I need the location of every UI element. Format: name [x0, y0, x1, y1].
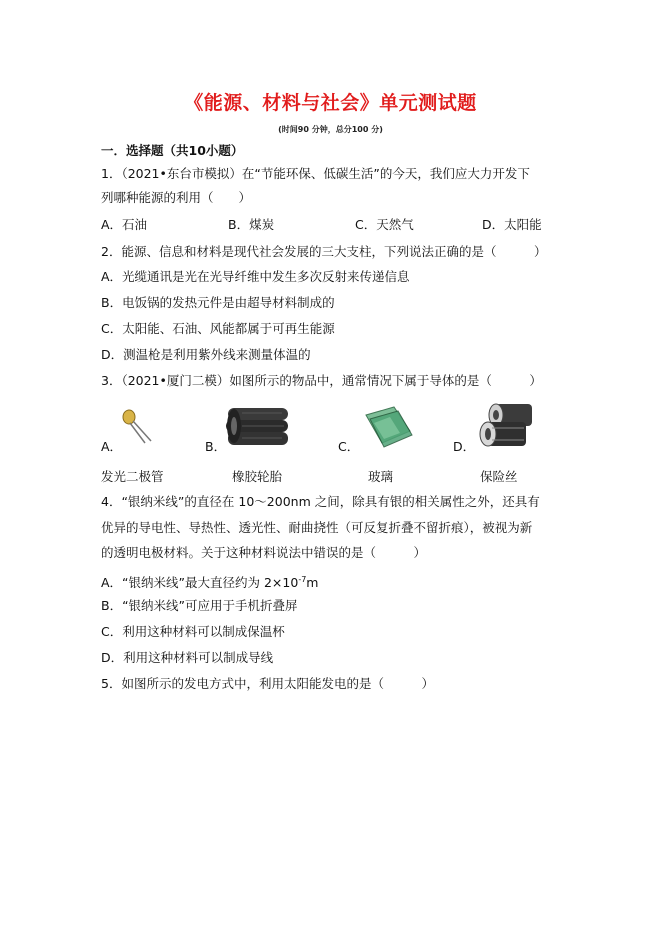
q3-caption-d: 保险丝 — [480, 469, 518, 484]
q3-letter-a: A． — [101, 439, 123, 454]
led-icon — [118, 405, 160, 445]
q4-stem-line2: 优异的导电性、导热性、透光性、耐曲挠性（可反复折叠不留折痕），被视为新 — [101, 520, 533, 535]
exam-info: (时间90 分钟，总分100 分) — [278, 125, 383, 134]
q3-letter-b: B． — [205, 439, 227, 454]
fuse-wire-icon — [474, 400, 536, 450]
q4-option-c: C．利用这种材料可以制成保温杯 — [101, 624, 285, 639]
q4-option-d: D．利用这种材料可以制成导线 — [101, 650, 274, 665]
q2-option-b: B．电饭锅的发热元件是由超导材料制成的 — [101, 295, 335, 310]
q2-option-d: D．测温枪是利用紫外线来测量体温的 — [101, 347, 311, 362]
q2-option-a: A．光缆通讯是光在光导纤维中发生多次反射来传递信息 — [101, 269, 410, 284]
section-heading: 一．选择题（共10小题） — [101, 143, 244, 158]
q1-option-a: A．石油 — [101, 217, 148, 232]
q4-option-a-text: A．“银纳米线”最大直径约为 2×10 — [101, 575, 299, 590]
q2-stem: 2．能源、信息和材料是现代社会发展的三大支柱，下列说法正确的是（ ） — [101, 244, 547, 259]
q1-option-c: C．天然气 — [355, 217, 414, 232]
q2-option-c: C．太阳能、石油、风能都属于可再生能源 — [101, 321, 335, 336]
q4-option-b: B．“银纳米线”可应用于手机折叠屏 — [101, 598, 298, 613]
q3-letter-d: D． — [453, 439, 476, 454]
q3-caption-b: 橡胶轮胎 — [232, 469, 283, 484]
q3-caption-c: 玻璃 — [368, 469, 394, 484]
q4-stem-line1: 4．“银纳米线”的直径在 10～200nm 之间，除具有银的相关属性之外，还具有 — [101, 494, 540, 509]
q4-stem-line3: 的透明电极材料。关于这种材料说法中错误的是（ ） — [101, 545, 427, 560]
tire-icon — [222, 404, 294, 450]
q1-option-b: B．煤炭 — [228, 217, 275, 232]
q3-stem: 3．（2021•厦门二模）如图所示的物品中，通常情况下属于导体的是（ ） — [101, 373, 542, 388]
q4-option-a-exponent: -7 — [298, 575, 307, 584]
q1-option-d: D．太阳能 — [482, 217, 542, 232]
q4-option-a — [101, 572, 318, 591]
page-title: 《能源、材料与社会》单元测试题 — [184, 92, 477, 114]
q3-caption-a: 发光二极管 — [101, 469, 164, 484]
q4-option-a-unit: m — [306, 575, 319, 590]
glass-icon — [360, 405, 416, 449]
q3-letter-c: C． — [338, 439, 360, 454]
q1-stem-line1: 1．（2021•东台市模拟）在“节能环保、低碳生活”的今天，我们应大力开发下 — [101, 166, 530, 181]
q5-stem: 5．如图所示的发电方式中，利用太阳能发电的是（ ） — [101, 676, 434, 691]
q1-stem-line2: 列哪种能源的利用（ ） — [101, 190, 252, 205]
